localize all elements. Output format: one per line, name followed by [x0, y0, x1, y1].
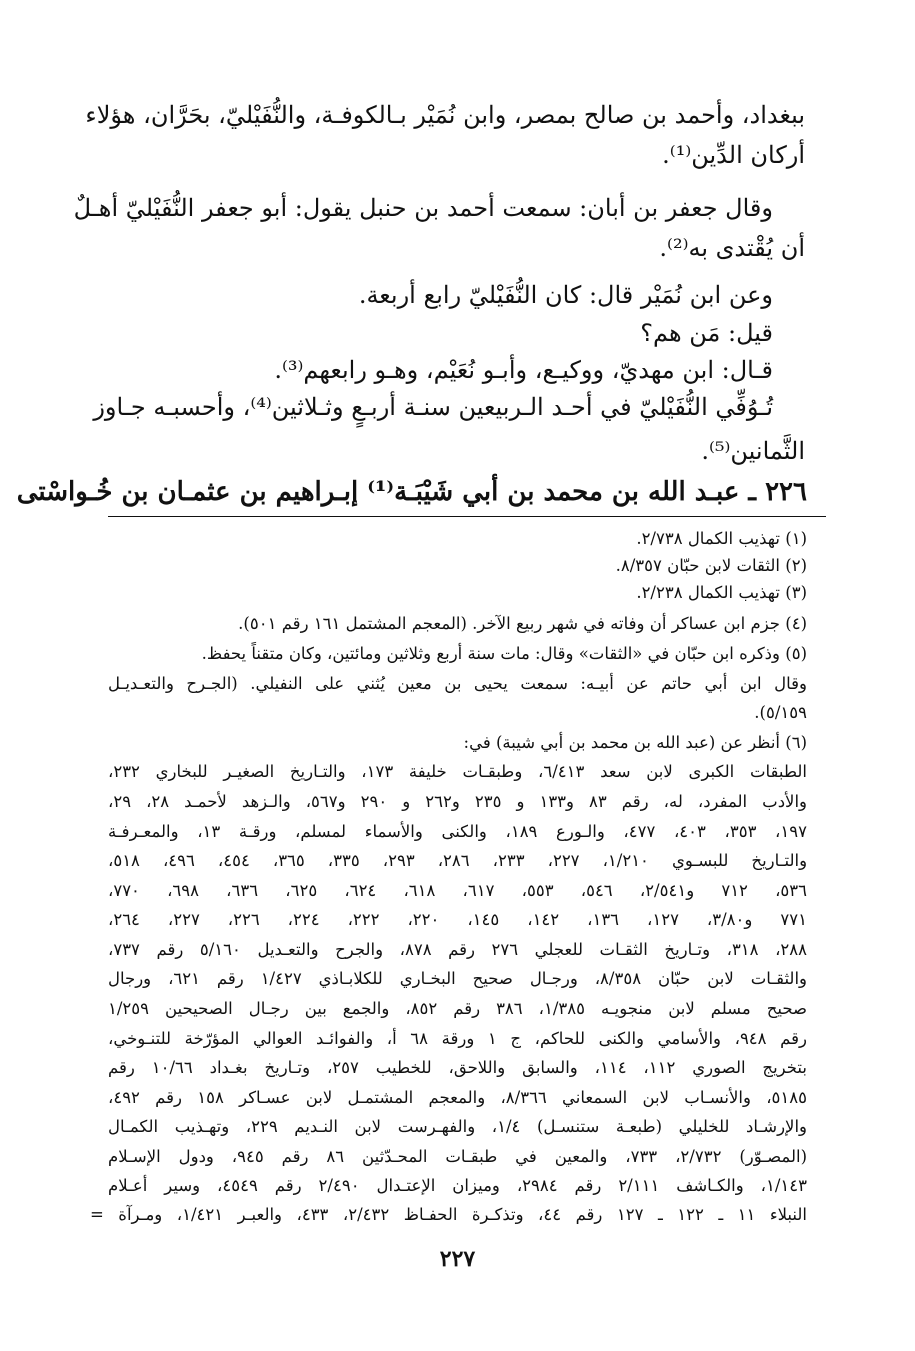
- body-line-2: أركان الدِّين⁽¹⁾.: [662, 141, 805, 169]
- body-line-1: ببغداد، وأحمد بن صالح بمصر، وابن نُمَيْر بـالكوفـة، والنُّفَيْليّ، بحَرَّان، هؤلاء: [85, 101, 805, 129]
- body-line-5: وعن ابن نُمَيْر قال: كان النُّفَيْليّ رابع أربعة.: [358, 281, 773, 309]
- body-line-4: أن يُقْتدى به⁽²⁾.: [659, 234, 805, 262]
- footnote-line: وقال ابن أبي حاتم عن أبيـه: سمعت يحيى بن معين يُثني على النفيلي. (الجـرح والتعـديـل: [108, 674, 807, 693]
- footnote-line: (٢) الثقات لابن حبّان ٨/٣٥٧.: [615, 556, 807, 575]
- body-line-3: وقال جعفر بن أبان: سمعت أحمد بن حنبل يقول: أبو جعفر النُّفَيْليّ أهـلٌ: [73, 194, 773, 222]
- entry-heading: ٢٢٦ ـ عبـد الله بن محمد بن أبي شَيْبَـة⁽¹⁾ إبـراهيم بن عثمـان بن خُـواسْتى: [16, 477, 807, 507]
- footnote-line: (المصـوّر) ٢/٧٣٢، ٧٣٣، والمعين في طبقـات المحـدّثين ٨٦ رقم ٩٤٥، ودول الإسـلام: [108, 1147, 808, 1166]
- footnote-separator: [108, 516, 826, 518]
- footnote-line: (٦) أنظر عن (عبد الله بن محمد بن أبي شيبة) في:: [463, 733, 807, 752]
- footnote-line: ٥/١٥٩).: [754, 703, 807, 722]
- footnote-line: ١٩٧، ٣٥٣، ٤٠٣، ٤٧٧، والـورع ١٨٩، والكنى والأسماء لمسلم، ورقـة ١٣، والمعـرفـة: [108, 822, 807, 841]
- footnote-line: الطبقات الكبرى لابن سعد ٦/٤١٣، وطبقـات خليفة ١٧٣، والتـاريخ الصغيـر للبخاري ٢٣٢،: [108, 762, 808, 781]
- footnote-line: ٧٧١ و٣/٨٠، ١٢٧، ١٣٦، ١٤٢، ١٤٥، ٢٢٠، ٢٢٢، ٢٢٤، ٢٢٦، ٢٢٧، ٢٦٤،: [108, 910, 807, 929]
- footnote-line: ١/١٤٣، والكـاشف ٢/١١١ رقم ٢٩٨٤، وميزان الإعتـدال ٢/٤٩٠ رقم ٤٥٤٩، وسير أعـلام: [108, 1176, 807, 1195]
- footnote-line: والإرشـاد للخليلي (طبعـة ستنسـل) ١/٤، والفهـرست لابن النـديم ٢٢٩، وتهـذيب الكمـال: [108, 1117, 807, 1136]
- footnote-line: (٤) جزم ابن عساكر أن وفاته في شهر ربيع الآخر. (المعجم المشتمل ١٦١ رقم ٥٠١).: [238, 614, 807, 633]
- footnote-line: (٣) تهذيب الكمال ٢/٢٣٨.: [636, 583, 807, 602]
- footnote-line: ٥١٨٥، والأنسـاب لابن السمعاني ٨/٣٦٦، والمعجم المشتمـل لابن عسـاكر ١٥٨ رقم ٤٩٢،: [108, 1088, 807, 1107]
- footnote-line: بتخريج الصوري ١١٢، ١١٤، والسابق واللاحق، للخطيب ٢٥٧، وتـاريخ بغـداد ١٠/٦٦ رقم: [108, 1058, 808, 1077]
- body-line-9: الثَّمانين⁽⁵⁾.: [701, 437, 805, 465]
- footnote-line: صحيح مسلم لابن منجويـه ١/٣٨٥، ٣٨٦ رقم ٨٥٢، والجمع بين رجـال الصحيحين ١/٢٥٩: [108, 999, 808, 1018]
- footnote-line: والثقـات لابن حبّان ٨/٣٥٨، ورجـال صحيح البخـاري للكلابـاذي ١/٤٢٧ رقم ٦٢١، ورجال: [108, 969, 808, 988]
- body-line-6: قيل: مَن هم؟: [640, 319, 773, 347]
- footnote-line: ٥٣٦، ٧١٢ و٢/٥٤١، ٥٤٦، ٥٥٣، ٦١٧، ٦١٨، ٦٢٤، ٦٢٥، ٦٣٦، ٦٩٨، ٧٧٠،: [108, 881, 808, 900]
- body-line-8: تُـوُفِّي النُّفَيْليّ في أحـد الـربيعين سنـة أربـعٍ وثـلاثين⁽⁴⁾، وأحسبـه جـاوز: [93, 393, 773, 421]
- footnote-line: والأدب المفرد، له، رقم ٨٣ و١٣٣ و ٢٣٥ و٢٦٢ و ٢٩٠ و٥٦٧، والـزهد لأحمـد ٢٨، ٢٩،: [108, 792, 808, 811]
- footnote-line: النبلاء ١١ ـ ١٢٢ ـ ١٢٧ رقم ٤٤، وتذكـرة الحفـاظ ٢/٤٣٢، ٤٣٣، والعبـر ١/٤٢١، ومـرآة =: [90, 1205, 808, 1224]
- footnote-line: والتـاريخ للبسـوي ١/٢١٠، ٢٢٧، ٢٣٣، ٢٨٦، ٢٩٣، ٣٣٥، ٣٦٥، ٤٥٤، ٤٩٦، ٥١٨،: [108, 851, 808, 870]
- page-number: ٢٢٧: [439, 1246, 476, 1272]
- footnote-line: (٥) وذكره ابن حبّان في «الثقات» وقال: مات سنة أربع وثلاثين ومائتين، وكان متقناً يحفظ.: [201, 644, 807, 663]
- footnote-line: ٢٨٨، ٣١٨، وتـاريخ الثقـات للعجلي ٢٧٦ رقم ٨٧٨، والجرح والتعـديل ٥/١٦٠ رقم ٧٣٧،: [108, 940, 808, 959]
- body-line-7: قـال: ابن مهديّ، ووكيـع، وأبـو نُعَيْم، وهـو رابعهم⁽³⁾.: [274, 356, 773, 384]
- footnote-line: (١) تهذيب الكمال ٢/٧٣٨.: [636, 529, 807, 548]
- footnote-line: رقم ٩٤٨، والأسامي والكنى للحاكم، ج ١ ورقة ٦٨ أ، والفوائـد العوالي المؤرّخة للتنـوخي،: [108, 1029, 807, 1048]
